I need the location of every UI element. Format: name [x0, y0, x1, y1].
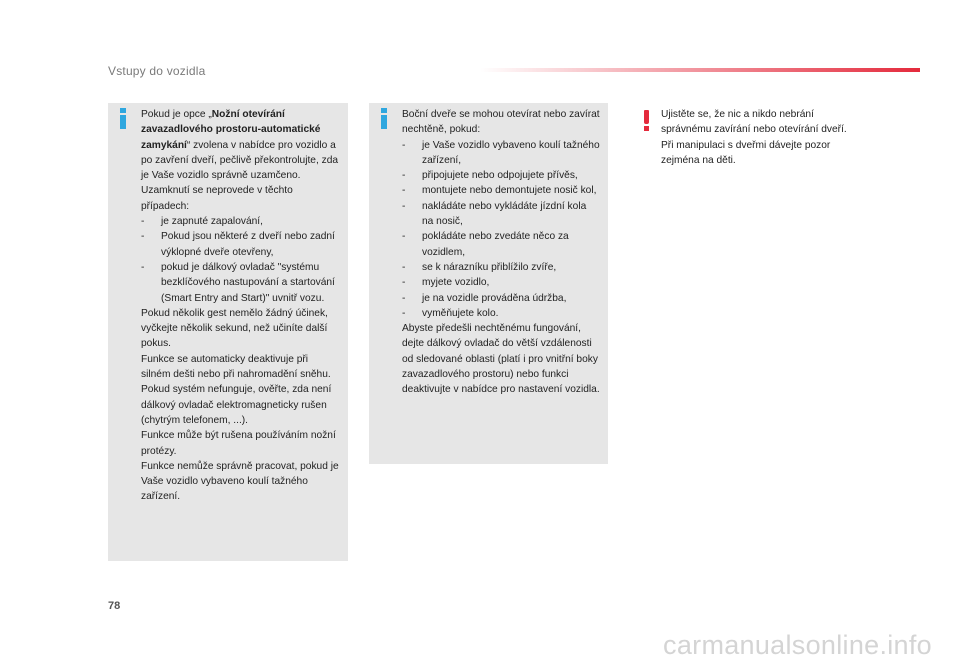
paragraph: Funkce může být rušena používáním nožní protézy. [141, 430, 336, 457]
warning-line: Při manipulaci s dveřmi dávejte pozor zejména na děti. [661, 139, 831, 166]
list-item: - připojujete nebo odpojujete přívěs, [402, 168, 600, 183]
watermark: carmanualsonline.info [663, 630, 932, 660]
list-item: - myjete vozidlo, [402, 275, 600, 290]
list-item: - je na vozidle prováděna údržba, [402, 291, 600, 306]
paragraph: Funkce nemůže správně pracovat, pokud je Vaše vozidlo vybaveno koulí tažného zařízení. [141, 460, 339, 503]
intro-suffix: “ zvolena v nabídce pro vozidlo a po zavření dveří, pečlivě překontrolujte, zda je Vaše vozidlo správně uzamčeno. [141, 139, 339, 182]
intro-bold: Nožní otevírání zavazadlového prostoru-automatické zamykání [141, 109, 321, 151]
list-item: - Pokud jsou některé z dveří nebo zadní výklopné dveře otevřeny, [141, 229, 340, 260]
warning-icon [643, 110, 651, 132]
info-icon [379, 108, 389, 130]
info-box-foot-opening [108, 103, 348, 561]
list-item: - vyměňujete kolo. [402, 306, 600, 321]
warning-box-doors [629, 103, 869, 202]
list-item: - pokládáte nebo zvedáte něco za vozidlem, [402, 229, 600, 260]
conditions-list [402, 138, 600, 322]
header-divider [480, 68, 920, 72]
intro-paragraph: Boční dveře se mohou otevírat nebo zavírat nechtěně, pokud: [402, 109, 600, 136]
list-item: - pokud je dálkový ovladač "systému bezklíčového nastupování a startování (Smart Entry and Start)" uvnitř vozu. [141, 260, 340, 306]
list-item: - je Vaše vozidlo vybaveno koulí tažného zařízení, [402, 138, 600, 169]
info-icon [118, 108, 128, 130]
intro-prefix: Pokud je opce „ [141, 109, 212, 120]
paragraph: Pokud několik gest nemělo žádný účinek, vyčkejte několik sekund, než učiníte další pokus. [141, 307, 328, 350]
cases-list [141, 214, 340, 306]
intro-paragraph [141, 107, 340, 183]
list-item: - se k nárazníku přiblížilo zvíře, [402, 260, 600, 275]
section-title: Vstupy do vozidla [108, 64, 206, 78]
closing-paragraph: Abyste předešli nechtěnému fungování, dejte dálkový ovladač do větší vzdálenosti od sledované oblasti (platí i pro vnitřní boky zavazadlového prostoru) nebo funkci deaktivujte v nabídce pro nastavení vozidla. [402, 323, 600, 396]
list-item: - nakládáte nebo vykládáte jízdní kola na nosič, [402, 199, 600, 230]
warning-line: Ujistěte se, že nic a nikdo nebrání správnému zavírání nebo otevírání dveří. [661, 109, 847, 136]
cases-intro: Uzamknutí se neprovede v těchto případech: [141, 185, 293, 212]
list-item: - je zapnuté zapalování, [141, 214, 340, 229]
page-number: 78 [108, 600, 121, 612]
paragraph: Pokud systém nefunguje, ověřte, zda není dálkový ovladač elektromagneticky rušen (chytrým telefonem, ...). [141, 384, 332, 426]
paragraph: Funkce se automaticky deaktivuje při silném dešti nebo při nahromadění sněhu. [141, 353, 331, 381]
list-item: - montujete nebo demontujete nosič kol, [402, 183, 600, 198]
info-box-side-doors [369, 103, 608, 464]
